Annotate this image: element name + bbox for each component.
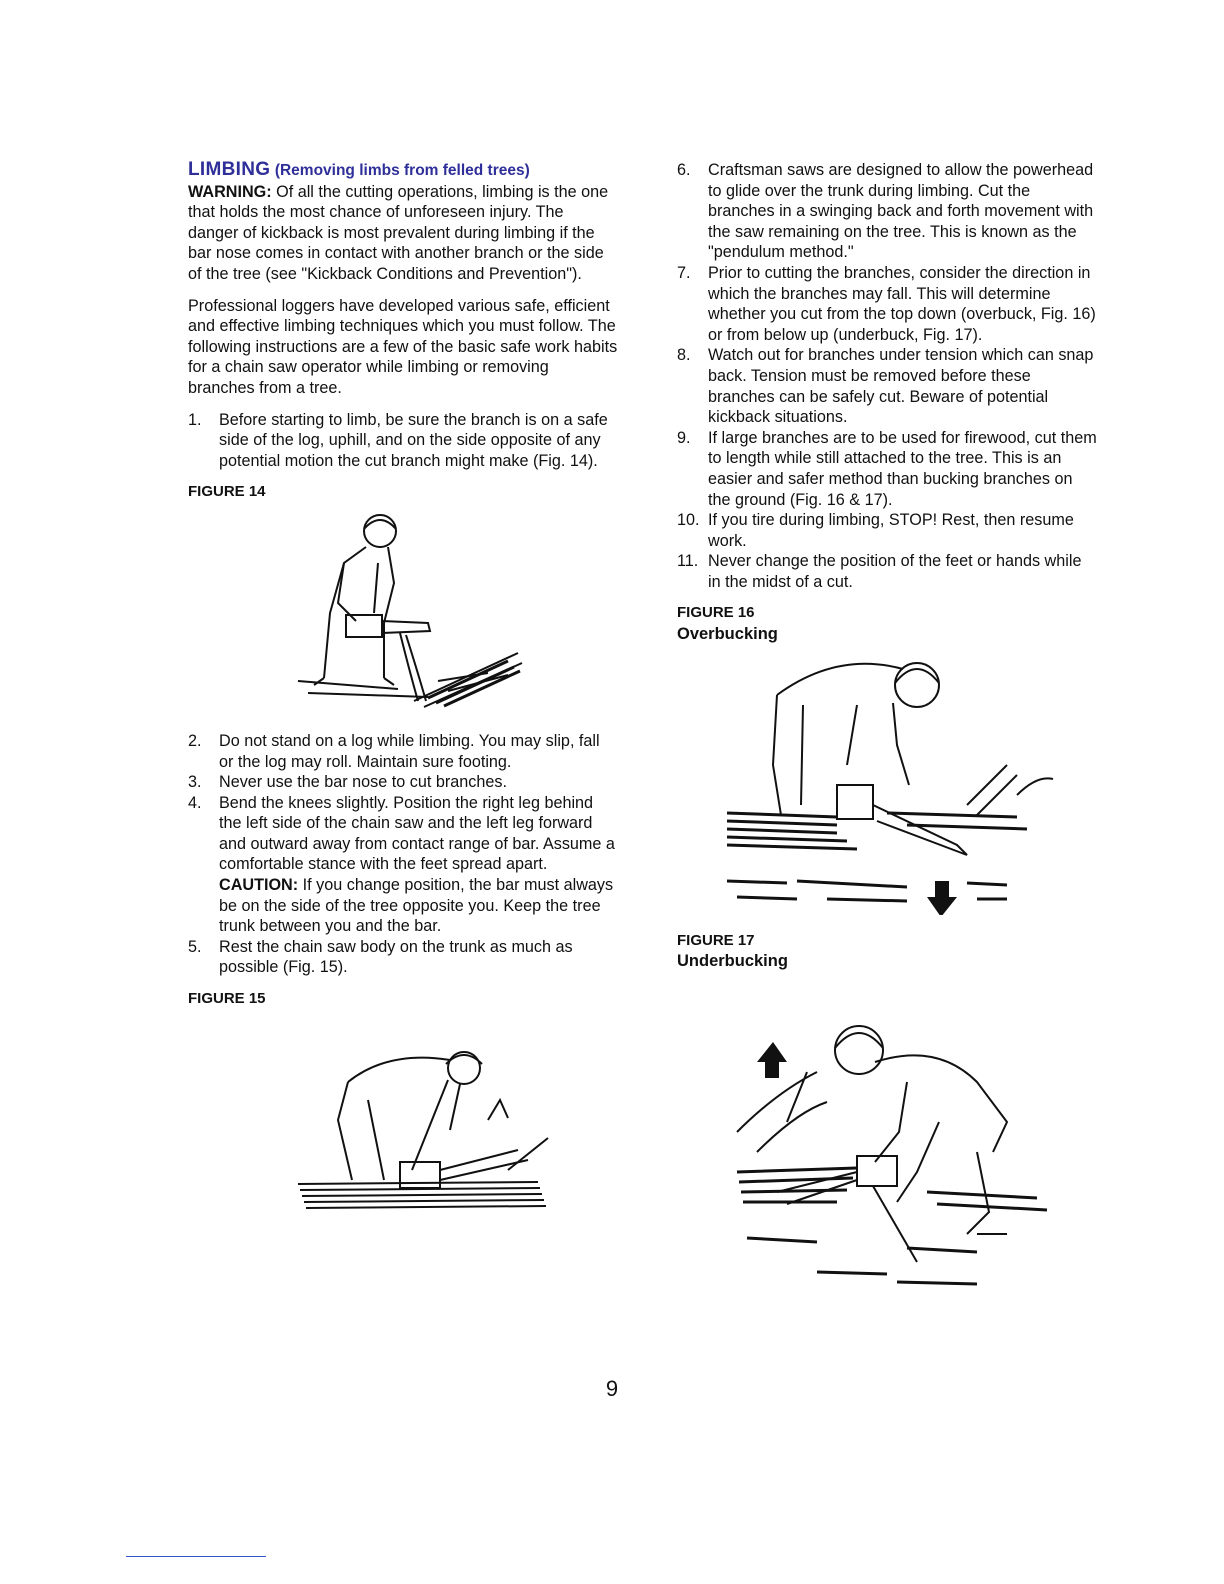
step-number: 3. (188, 773, 202, 792)
up-arrow-icon (757, 1042, 787, 1078)
right-column (677, 160, 1097, 1302)
step-text: Rest the chain saw body on the trunk as much as possible (Fig. 15). (219, 937, 573, 977)
step-text: Before starting to limb, be sure the branch is on a safe side of the log, uphill, and on the side opposite of any potential motion the cut branch might make (Fig. 14). (219, 410, 608, 470)
log-hatching (727, 813, 1027, 901)
step-text: Never use the bar nose to cut branches. (219, 773, 507, 792)
step-text: Craftsman saws are designed to allow the powerhead to glide over the trunk during limbing. Cut the branches in a swinging back and forth movement with the saw remaining on the tree. This is known as the "pendulum method." (708, 161, 1094, 262)
figure-16-title: Overbucking (677, 625, 778, 644)
list-item (188, 793, 618, 937)
step-text: Do not stand on a log while limbing. You may slip, fall or the log may roll. Maintain sure footing. (219, 731, 600, 771)
step-text: Bend the knees slightly. Position the right leg behind the left side of the chain saw and the left leg forward and outward away from contact range of bar. Assume a comfortable stance with the feet spread apart. (219, 793, 615, 874)
step-number: 4. (188, 793, 202, 812)
step-number: 11. (677, 552, 699, 571)
figure-16-illustration (677, 645, 1097, 915)
figure-15-label: FIGURE 15 (188, 990, 266, 1008)
warning-label: WARNING: (188, 182, 272, 201)
left-column (188, 160, 618, 1230)
list-item (677, 428, 1097, 510)
page-number: 9 (605, 1376, 619, 1401)
step-number: 10. (677, 511, 700, 530)
figure-16-label: FIGURE 16 (677, 604, 755, 622)
step-number: 8. (677, 346, 691, 365)
list-item (677, 345, 1097, 427)
step-number: 6. (677, 161, 691, 179)
list-item (188, 410, 618, 472)
figure-17-title: Underbucking (677, 952, 788, 971)
step-text: Prior to cutting the branches, consider the direction in which the branches may fall. This will determine whether you cut from the top down (overbuck, Fig. 16) or from below up (underbuck, Fig. 17). (708, 263, 1096, 344)
warning-text: Of all the cutting operations, limbing is the one that holds the most chance of unforeseen injury. The danger of kickback is most prevalent during limbing if the bar nose comes in contact with another branch or the side of the tree (see "Kickback Conditions and Prevention"). (188, 182, 609, 283)
resting-saw-worker-illustration (338, 1052, 548, 1188)
footer-rule (126, 1556, 266, 1557)
section-subtitle: (Removing limbs from felled trees) (274, 162, 530, 179)
list-item (188, 772, 618, 793)
figure-17-label: FIGURE 17 (677, 931, 755, 949)
log-hatching (298, 1182, 546, 1208)
intro-paragraph: Professional loggers have developed various safe, efficient and effective limbing techniques which you must follow. The following instructions are a few of the basic safe work habits for a chain saw operator while limbing or removing branches from a tree. (188, 296, 618, 397)
steps-list-a (188, 410, 618, 472)
warning-paragraph (188, 182, 618, 285)
steps-list-b (188, 731, 618, 978)
list-item (677, 551, 1097, 592)
step-number: 7. (677, 263, 691, 282)
step-number: 2. (188, 731, 202, 750)
list-item (188, 731, 618, 772)
step-number: 1. (188, 410, 202, 429)
down-arrow-icon (927, 881, 957, 915)
list-item (188, 937, 618, 978)
step-text: If you tire during limbing, STOP! Rest, then resume work. (708, 511, 1074, 550)
caution-text: If you change position, the bar must always be on the side of the tree opposite you. Keep the tree trunk between you and the bar. (219, 876, 614, 936)
section-heading (188, 160, 618, 182)
list-item (677, 510, 1097, 551)
step-number: 9. (677, 428, 691, 447)
step-text: Never change the position of the feet or hands while in the midst of a cut. (708, 552, 1082, 591)
list-item (677, 263, 1097, 345)
list-item (677, 160, 1097, 263)
figure-14-illustration (188, 503, 618, 721)
figure-15-illustration (188, 1010, 618, 1230)
step-number: 5. (188, 937, 202, 956)
step-text: If large branches are to be used for firewood, cut them to length while still attached to the tree. This is an easier and safer method than bucking branches on the ground (Fig. 16 & 17). (708, 428, 1097, 509)
figure-17-illustration (677, 972, 1097, 1302)
step-text: Watch out for branches under tension which can snap back. Tension must be removed before these branches can be safely cut. Beware of potential kickback situations. (708, 346, 1094, 427)
steps-list-c (677, 160, 1097, 592)
figure-14-label: FIGURE 14 (188, 483, 266, 501)
section-title: LIMBING (188, 159, 271, 180)
caution-label: CAUTION: (219, 876, 299, 895)
